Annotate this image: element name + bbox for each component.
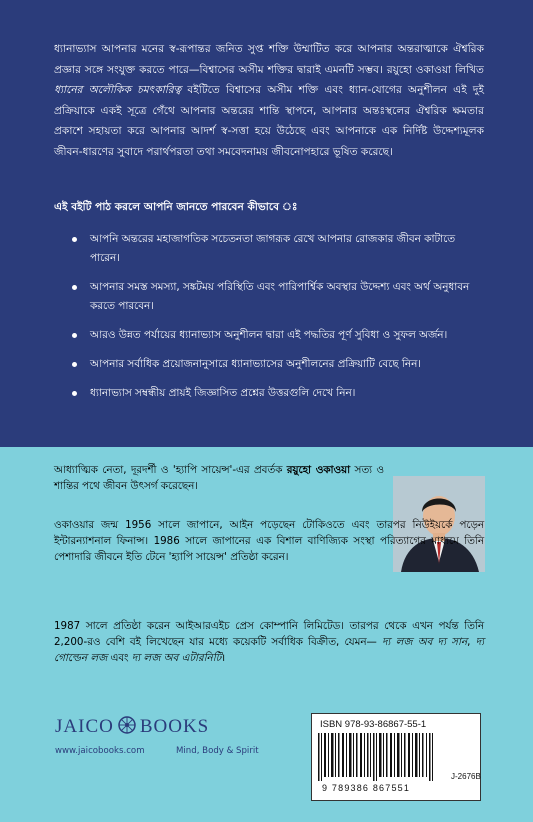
author-intro-text-end: সত্য ও শান্তির পথে জীবন উৎসর্গ করেছেন। bbox=[54, 464, 385, 492]
author-intro bbox=[54, 462, 384, 494]
list-item-text: আরও উন্নত পর্যায়ের ধ্যানাভ্যাস অনুশীলন দ্বারা এই পদ্ধতির পূর্ণ সুবিধা ও সুফল অর্জন। bbox=[90, 329, 448, 341]
isbn-number: ISBN 978-93-86867-55-1 bbox=[320, 719, 427, 730]
author-intro-text: আধ্যাত্মিক নেতা, দূরদর্শী ও 'হ্যাপি সায়েন্স'-এর প্রবর্তক bbox=[54, 464, 287, 476]
publisher-logo bbox=[55, 716, 209, 738]
catalog-code: J-2676B bbox=[451, 772, 481, 781]
publisher-name-left: JAICO bbox=[55, 716, 114, 737]
intro-text-2: বইটিতে বিশ্বাসের অসীম শক্তি এবং ধ্যান-যোগের অনুশীলন এই দুই প্রক্রিয়াকে একই সূত্রে গেঁথে আপনার অন্তরের শান্তি স্থাপনে, আপনার অন্তঃস্থলের ঐশ্বরিক ক্ষমতার প্রকাশে সহায়তা করে আপনার আদর্শ স্ব-সত্তা হয়ে উঠেছে এবং আপনাকে এক নির্দিষ্ট উদ্দেশ্যমূলক জীবন-ধারণের সুবাদে পরার্থপরতা তথা সমবেদনাময় জীবনোপহারে ভূষিত করেছে। bbox=[54, 84, 484, 158]
benefits-list bbox=[72, 230, 482, 403]
barcode-digits: 9 789386 867551 bbox=[322, 783, 411, 793]
publisher-tagline: Mind, Body & Spirit bbox=[176, 746, 259, 756]
book-title-italic: ধ্যানের অলৌকিক চমৎকারিত্ব bbox=[54, 84, 182, 96]
list-item bbox=[72, 326, 482, 345]
bullet-dot-icon bbox=[72, 333, 77, 338]
intro-paragraph bbox=[54, 39, 484, 162]
list-item-text: আপনি অন্তরের মহাজাগতিক সচেতনতা জাগরূক রেখে আপনার রোজকার জীবন কাটাতে পারেন। bbox=[90, 233, 456, 264]
end-text: । bbox=[221, 652, 226, 664]
author-bio-1: ওকাওয়ার জন্ম 1956 সালে জাপানে, আইন পড়েছেন টোকিওতে এবং তারপর নিউইয়র্কে পড়েন ইন্টারন্যাশনাল ফিনান্স। 1986 সালে জাপানের এক বিশাল বাণিজ্যিক সংস্থা পরিত্যাগের মাধ্যমে তিনি পেশাদারি জীবনে ইতি টেনে 'হ্যাপি সায়েন্স' প্রতিষ্ঠা করেন। bbox=[54, 519, 484, 563]
list-item bbox=[72, 384, 482, 403]
author-bio-text: 1987 সালে প্রতিষ্ঠা করেন আইআরএইচ প্রেস কোম্পানি লিমিটেড। তারপর থেকে এখন পর্যন্ত তিনি 2,200-রও বেশি বই লিখেছেন যার মধ্যে কয়েকটি সর্বাধিক বিক্রীত, যেমন— bbox=[54, 620, 484, 648]
intro-text-1: ধ্যানাভ্যাস আপনার মনের স্ব-রূপান্তর জনিত সুপ্ত শক্তি উম্মাটিত করে আপনার অন্তরাত্মাকে ঐশ্বরিক প্রজ্ঞার সঙ্গে সংযুক্ত করতে পারে—বিশ্বাসের অসীম শক্তির দ্বারাই এমনটি সম্ভব। রয়ুহো ওকাওয়া লিখিত bbox=[54, 43, 484, 76]
barcode-icon bbox=[316, 733, 448, 781]
list-item-text: আপনার সর্বাধিক প্রয়োজনানুসারে ধ্যানাভ্যাসের অনুশীলনের প্রক্রিয়াটি বেছে নিন। bbox=[90, 358, 421, 370]
book-title-italic: দ্য লজ অব দ্য সান bbox=[381, 636, 468, 648]
bullet-dot-icon bbox=[72, 237, 77, 242]
learn-heading: এই বইটি পাঠ করলে আপনি জানতে পারবেন কীভাবে ঃ bbox=[54, 201, 298, 213]
publisher-website[interactable]: www.jaicobooks.com bbox=[55, 746, 145, 756]
book-title-italic: দ্য লজ অব এটারনিটি bbox=[131, 652, 222, 664]
bullet-dot-icon bbox=[72, 285, 77, 290]
list-item bbox=[72, 355, 482, 374]
author-name: রয়ুহো ওকাওয়া bbox=[286, 464, 351, 476]
list-item-text: ধ্যানাভ্যাস সম্বন্ধীয় প্রায়ই জিজ্ঞাসিত প্রশ্নের উত্তরগুলি দেখে নিন। bbox=[90, 387, 356, 399]
list-item-text: আপনার সমস্ত সমস্যা, সঙ্কটময় পরিস্থিতি এবং পারিপার্শ্বিক অবস্থার উদ্দেশ্য এবং অর্থ অনুধাবন করতে পারবেন। bbox=[90, 281, 470, 312]
bullet-dot-icon bbox=[72, 391, 77, 396]
separator-text: , bbox=[467, 636, 476, 648]
list-item bbox=[72, 230, 482, 268]
list-item bbox=[72, 278, 482, 316]
conjunction-text: এবং bbox=[107, 652, 132, 664]
author-bio-2 bbox=[54, 618, 484, 666]
book-title-italic: দ্য গোল্ডেন লজ bbox=[54, 636, 485, 664]
publisher-name-right: BOOKS bbox=[139, 716, 210, 737]
chakra-wheel-icon bbox=[118, 716, 136, 734]
bullet-dot-icon bbox=[72, 362, 77, 367]
